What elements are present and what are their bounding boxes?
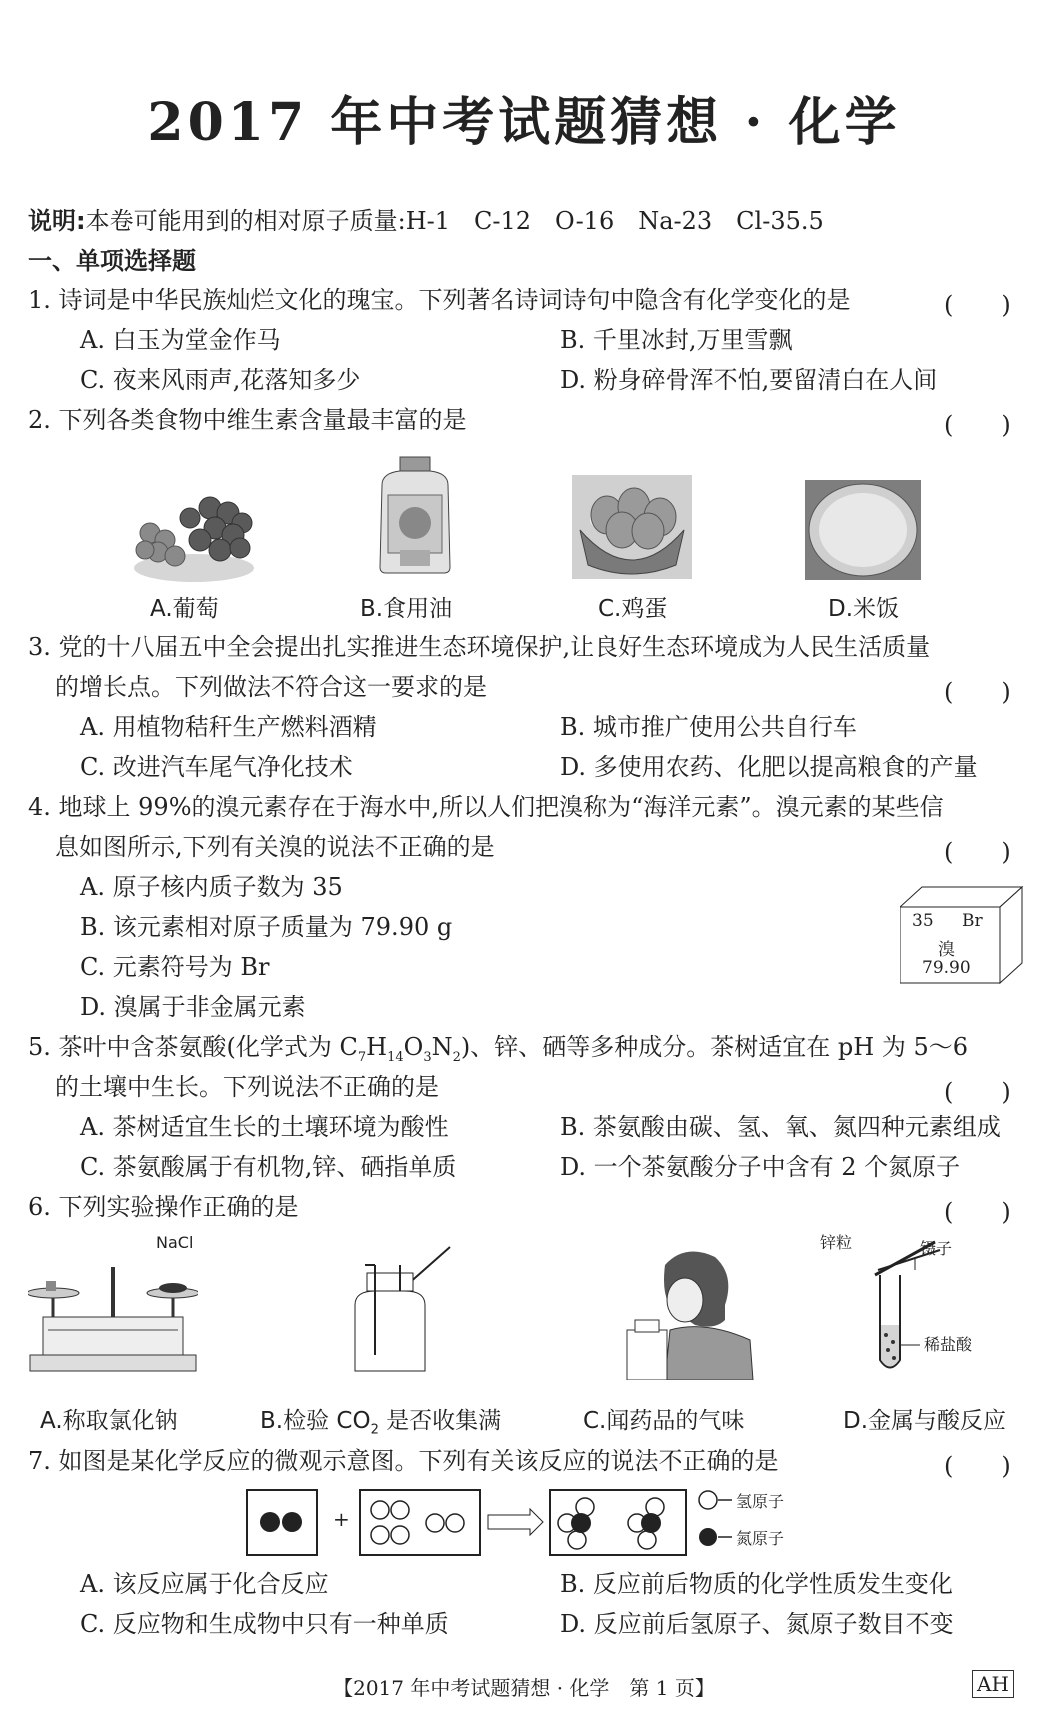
gas-bottle-image (345, 1245, 465, 1375)
answer-blank: ( ) (944, 678, 1011, 706)
option: B. 该元素相对原子质量为 79.90 g (80, 913, 453, 941)
question-3-stem: 3. 党的十八届五中全会提出扎实推进生态环境保护,让良好生态环境成为人民生活质量 (28, 633, 931, 661)
test-tube-image (820, 1230, 1030, 1380)
reaction-legend (698, 1485, 818, 1555)
option: C. 反应物和生成物中只有一种单质 (80, 1610, 449, 1638)
question-4-stem: 4. 地球上 99%的溴元素存在于海水中,所以人们把溴称为“海洋元素”。溴元素的某些信 (28, 793, 944, 821)
option: A. 用植物秸秆生产燃料酒精 (80, 713, 377, 741)
option: C. 元素符号为 Br (80, 953, 270, 981)
subscript: 14 (387, 1049, 404, 1065)
answer-blank: ( ) (944, 1452, 1011, 1480)
eggs-image (572, 475, 692, 579)
stem-text: 5. 茶叶中含茶氨酸(化学式为 C (28, 1033, 358, 1061)
op-caption-c: C.闻药品的气味 (583, 1408, 745, 1434)
food-caption-a: A.葡萄 (150, 596, 219, 622)
option: D. 溴属于非金属元素 (80, 993, 306, 1021)
atomic-mass: 79.90 (922, 958, 971, 978)
legend-hydrogen: 氢原子 (736, 1492, 785, 1511)
food-caption-d: D.米饭 (828, 596, 900, 622)
food-caption-b: B.食用油 (360, 596, 453, 622)
answer-blank: ( ) (944, 1198, 1011, 1226)
option: D. 粉身碎骨浑不怕,要留清白在人间 (560, 366, 938, 394)
option: C. 夜来风雨声,花落知多少 (80, 366, 361, 394)
note-label: 说明: (28, 207, 86, 235)
legend-nitrogen: 氮原子 (736, 1529, 785, 1548)
element-name: 溴 (938, 940, 955, 960)
option: A. 该反应属于化合反应 (80, 1570, 329, 1598)
tweezers-label: 镊子 (920, 1239, 953, 1258)
answer-blank: ( ) (944, 411, 1011, 439)
page-title: 2017 年中考试题猜想 · 化学 (147, 92, 901, 153)
rice-image (805, 480, 921, 580)
page-footer: 【2017 年中考试题猜想 · 化学 第 1 页】 (333, 1676, 715, 1700)
stem-text: )、锌、硒等多种成分。茶树适宜在 pH 为 5～6 (460, 1033, 968, 1061)
option: C. 茶氨酸属于有机物,锌、硒指单质 (80, 1153, 457, 1181)
question-1-stem: 1. 诗词是中华民族灿烂文化的瑰宝。下列著名诗词诗句中隐含有化学变化的是 (28, 286, 851, 314)
option: D. 反应前后氢原子、氮原子数目不变 (560, 1610, 954, 1638)
question-5-stem (28, 1030, 968, 1075)
balance-scale-image (28, 1233, 198, 1375)
zinc-label: 锌粒 (820, 1233, 853, 1252)
caption-text: B.检验 CO (260, 1408, 371, 1434)
subscript: 2 (452, 1049, 461, 1065)
acid-label: 稀盐酸 (924, 1335, 973, 1354)
subscript: 2 (370, 1422, 379, 1438)
smelling-chemical-image (625, 1245, 755, 1380)
option: B. 反应前后物质的化学性质发生变化 (560, 1570, 953, 1598)
subscript: 7 (357, 1049, 367, 1065)
option: A. 茶树适宜生长的土壤环境为酸性 (80, 1113, 449, 1141)
option: B. 茶氨酸由碳、氢、氧、氮四种元素组成 (560, 1113, 1001, 1141)
food-caption-c: C.鸡蛋 (598, 596, 668, 622)
question-4-stem-cont: 息如图所示,下列有关溴的说法不正确的是 (55, 833, 495, 861)
option: D. 一个茶氨酸分子中含有 2 个氮原子 (560, 1153, 961, 1181)
option: A. 原子核内质子数为 35 (80, 873, 343, 901)
op-caption-d: D.金属与酸反应 (843, 1408, 1007, 1434)
op-caption-a: A.称取氯化钠 (40, 1408, 178, 1434)
oil-bottle-image (370, 455, 460, 575)
question-3-stem-cont: 的增长点。下列做法不符合这一要求的是 (55, 673, 487, 701)
note-line (28, 204, 824, 238)
answer-blank: ( ) (944, 1078, 1011, 1106)
option: B. 城市推广使用公共自行车 (560, 713, 857, 741)
op-caption-b (260, 1402, 501, 1438)
caption-text: 是否收集满 (378, 1408, 502, 1434)
question-7-stem: 7. 如图是某化学反应的微观示意图。下列有关该反应的说法不正确的是 (28, 1447, 779, 1475)
note-text: 本卷可能用到的相对原子质量:H-1 C-12 O-16 Na-23 Cl-35.5 (85, 207, 824, 235)
formula-element: H (366, 1033, 388, 1061)
atomic-number: 35 (912, 911, 934, 931)
subscript: 3 (423, 1049, 432, 1065)
region-badge: AH (972, 1670, 1014, 1698)
reaction-diagram (245, 1485, 690, 1560)
option: C. 改进汽车尾气净化技术 (80, 753, 353, 781)
answer-blank: ( ) (944, 838, 1011, 866)
grapes-image (130, 478, 258, 586)
answer-blank: ( ) (944, 291, 1011, 319)
formula-element: O (403, 1033, 424, 1061)
option: A. 白玉为堂金作马 (80, 326, 281, 354)
element-symbol: Br (962, 911, 983, 931)
section-heading: 一、单项选择题 (28, 247, 196, 275)
option: B. 千里冰封,万里雪飘 (560, 326, 793, 354)
plus-sign: + (333, 1507, 350, 1531)
formula-element: N (431, 1033, 453, 1061)
nacl-label: NaCl (156, 1233, 194, 1252)
question-6-stem: 6. 下列实验操作正确的是 (28, 1193, 299, 1221)
question-2-stem: 2. 下列各类食物中维生素含量最丰富的是 (28, 406, 467, 434)
bromine-element-card (900, 885, 1025, 985)
option: D. 多使用农药、化肥以提高粮食的产量 (560, 753, 978, 781)
question-5-stem-cont: 的土壤中生长。下列说法不正确的是 (55, 1073, 439, 1101)
